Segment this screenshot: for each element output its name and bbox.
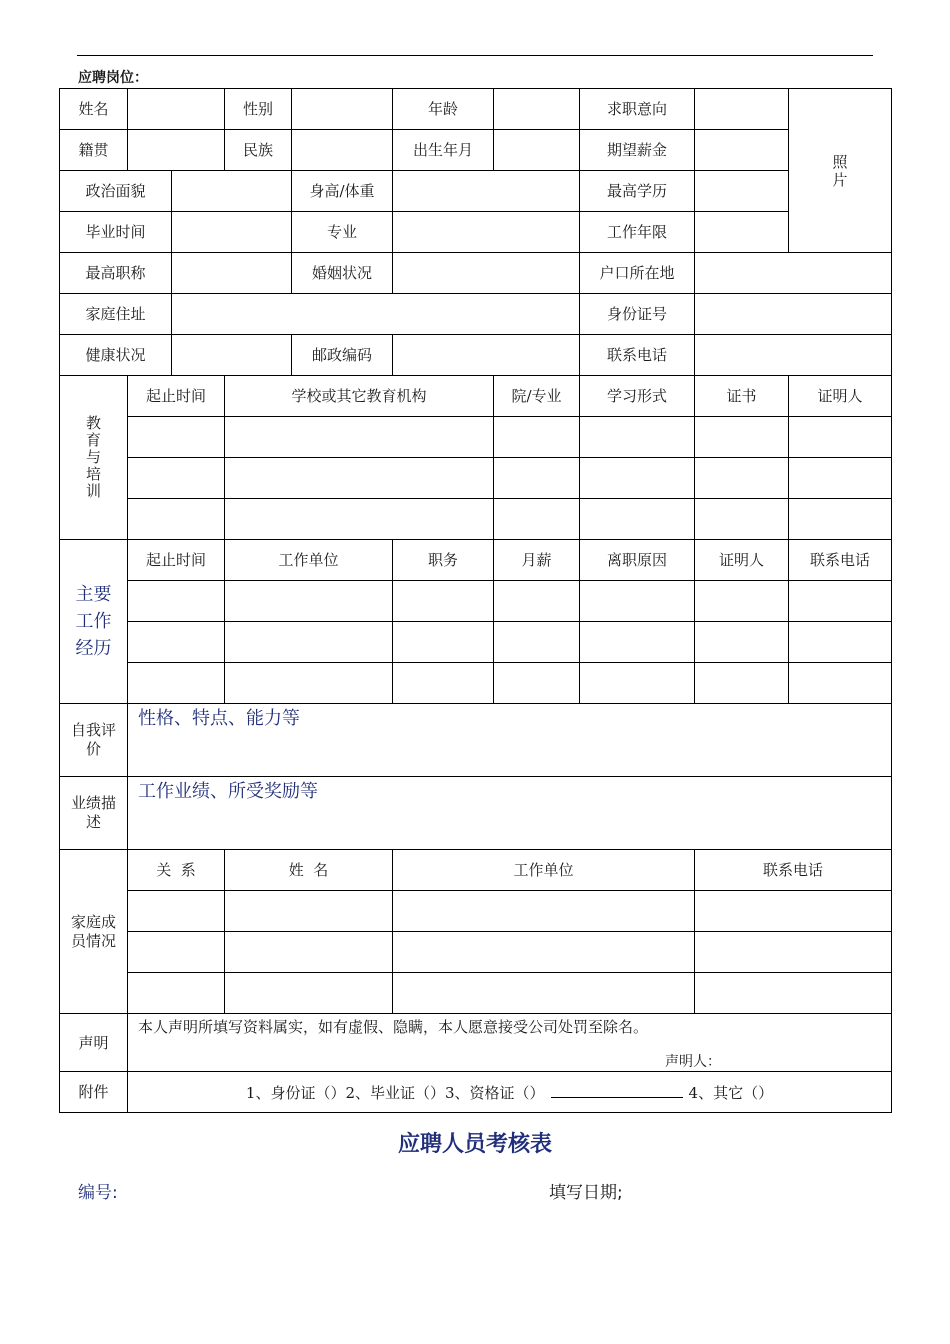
label-name: 姓名 [60,89,128,130]
label-performance: 业绩描述 [60,777,128,850]
work-cell[interactable] [128,663,225,704]
field-name[interactable] [128,89,225,130]
label-address: 家庭住址 [60,294,172,335]
self-eval-field[interactable]: 性格、特点、能力等 [128,704,892,777]
edu-cell[interactable] [580,499,695,540]
attachment-other: 4、其它（） [688,1083,774,1102]
statement-box [128,1014,892,1072]
table-row [60,891,892,932]
label-hukou: 户口所在地 [580,253,695,294]
family-cell[interactable] [393,932,695,973]
work-col-salary: 月薪 [494,540,580,581]
table-row [60,458,892,499]
section-work: 主要工作经历 [60,540,128,704]
assessment-title: 应聘人员考核表 [397,1131,552,1157]
row-basic-5 [60,253,892,294]
label-statement: 声明 [60,1014,128,1072]
work-cell[interactable] [789,622,892,663]
field-native-place[interactable] [128,130,225,171]
work-cell[interactable] [393,581,494,622]
date-label: 填写日期; [549,1183,623,1203]
row-attachment [60,1072,892,1113]
table-row [60,973,892,1014]
attachment-field[interactable] [128,1072,892,1113]
work-cell[interactable] [789,663,892,704]
work-cell[interactable] [695,663,789,704]
application-form [59,88,892,1113]
family-cell[interactable] [695,891,892,932]
edu-cell[interactable] [225,417,494,458]
edu-cell[interactable] [128,417,225,458]
work-cell[interactable] [225,622,393,663]
edu-cell[interactable] [225,499,494,540]
statement-text: 本人声明所填写资料属实，如有虚假、隐瞒，本人愿意接受公司处罚至除名。 [138,1018,649,1036]
label-marital: 婚姻状况 [292,253,393,294]
field-health[interactable] [172,335,292,376]
edu-cell[interactable] [494,458,580,499]
field-grad-time[interactable] [172,212,292,253]
work-cell[interactable] [494,622,580,663]
field-work-years[interactable] [695,212,789,253]
field-height-weight[interactable] [393,171,580,212]
label-major: 专业 [292,212,393,253]
row-basic-4 [60,212,892,253]
work-cell[interactable] [580,622,695,663]
label-grad-time: 毕业时间 [60,212,172,253]
work-col-witness: 证明人 [695,540,789,581]
table-row [60,499,892,540]
field-job-intent[interactable] [695,89,789,130]
row-statement [60,1014,892,1072]
family-cell[interactable] [225,932,393,973]
family-cell[interactable] [128,973,225,1014]
label-work-years: 工作年限 [580,212,695,253]
work-col-reason: 离职原因 [580,540,695,581]
table-row [60,932,892,973]
family-cell[interactable] [225,973,393,1014]
row-self-eval [60,704,892,777]
label-gender: 性别 [225,89,292,130]
field-id-no[interactable] [695,294,892,335]
row-basic-3 [60,171,892,212]
label-attachment: 附件 [60,1072,128,1113]
family-col-relation: 关 系 [128,850,225,891]
label-id-no: 身份证号 [580,294,695,335]
label-birth: 出生年月 [393,130,494,171]
field-phone[interactable] [695,335,892,376]
edu-cell[interactable] [225,458,494,499]
label-title: 最高职称 [60,253,172,294]
edu-col-mode: 学习形式 [580,376,695,417]
row-performance [60,777,892,850]
work-cell[interactable] [393,622,494,663]
attachment-options: 1、身份证（）2、毕业证（）3、资格证（） [245,1083,545,1102]
row-family-header [60,850,892,891]
field-title[interactable] [172,253,292,294]
work-cell[interactable] [225,663,393,704]
section-education: 教育与培训 [60,376,128,540]
photo-box[interactable] [789,89,892,253]
edu-cell[interactable] [695,499,789,540]
work-col-phone: 联系电话 [789,540,892,581]
section-family: 家庭成员情况 [60,850,128,1014]
table-row [60,417,892,458]
family-cell[interactable] [695,973,892,1014]
work-cell[interactable] [580,663,695,704]
label-age: 年龄 [393,89,494,130]
family-cell[interactable] [393,891,695,932]
family-cell[interactable] [695,932,892,973]
performance-field[interactable]: 工作业绩、所受奖励等 [128,777,892,850]
edu-cell[interactable] [580,417,695,458]
edu-col-school: 学校或其它教育机构 [225,376,494,417]
edu-cell[interactable] [128,499,225,540]
attachment-blank[interactable] [551,1083,683,1098]
edu-cell[interactable] [494,417,580,458]
edu-cell[interactable] [695,458,789,499]
row-basic-7 [60,335,892,376]
label-postcode: 邮政编码 [292,335,393,376]
field-major[interactable] [393,212,580,253]
work-cell[interactable] [789,581,892,622]
row-basic-6 [60,294,892,335]
field-address[interactable] [172,294,580,335]
field-age[interactable] [494,89,580,130]
work-col-company: 工作单位 [225,540,393,581]
edu-cell[interactable] [789,499,892,540]
edu-col-witness: 证明人 [789,376,892,417]
label-job-intent: 求职意向 [580,89,695,130]
row-edu-header [60,376,892,417]
row-basic-2 [60,130,892,171]
field-marital[interactable] [393,253,580,294]
header-rule [77,55,873,56]
label-native-place: 籍贯 [60,130,128,171]
field-hukou[interactable] [695,253,892,294]
label-height-weight: 身高/体重 [292,171,393,212]
edu-col-period: 起止时间 [128,376,225,417]
edu-cell[interactable] [494,499,580,540]
table-row [60,663,892,704]
field-ethnicity[interactable] [292,130,393,171]
label-ethnicity: 民族 [225,130,292,171]
number-label: 编号: [78,1183,118,1203]
work-cell[interactable] [128,622,225,663]
work-cell[interactable] [494,663,580,704]
family-col-company: 工作单位 [393,850,695,891]
post-label: 应聘岗位： [78,70,148,86]
table-row [60,581,892,622]
row-basic-1 [60,89,892,130]
label-salary: 期望薪金 [580,130,695,171]
edu-cell[interactable] [695,417,789,458]
field-salary[interactable] [695,130,789,171]
edu-cell[interactable] [580,458,695,499]
field-gender[interactable] [292,89,393,130]
field-political[interactable] [172,171,292,212]
work-cell[interactable] [393,663,494,704]
table-row [60,622,892,663]
family-cell[interactable] [128,891,225,932]
work-cell[interactable] [695,581,789,622]
family-col-name: 姓 名 [225,850,393,891]
edu-cell[interactable] [128,458,225,499]
edu-col-major: 院/专业 [494,376,580,417]
label-health: 健康状况 [60,335,172,376]
field-postcode[interactable] [393,335,580,376]
photo-label: 照片 [832,152,848,189]
work-col-position: 职务 [393,540,494,581]
family-cell[interactable] [393,973,695,1014]
label-self-eval: 自我评价 [60,704,128,777]
edu-cell[interactable] [789,458,892,499]
row-work-header [60,540,892,581]
work-cell[interactable] [128,581,225,622]
work-col-period: 起止时间 [128,540,225,581]
field-education[interactable] [695,171,789,212]
work-cell[interactable] [494,581,580,622]
edu-cell[interactable] [789,417,892,458]
label-education: 最高学历 [580,171,695,212]
work-cell[interactable] [225,581,393,622]
edu-col-certificate: 证书 [695,376,789,417]
family-cell[interactable] [128,932,225,973]
family-cell[interactable] [225,891,393,932]
label-phone: 联系电话 [580,335,695,376]
work-cell[interactable] [695,622,789,663]
statement-signer: 声明人： [665,1054,721,1070]
field-birth[interactable] [494,130,580,171]
family-col-phone: 联系电话 [695,850,892,891]
work-cell[interactable] [580,581,695,622]
label-political: 政治面貌 [60,171,172,212]
